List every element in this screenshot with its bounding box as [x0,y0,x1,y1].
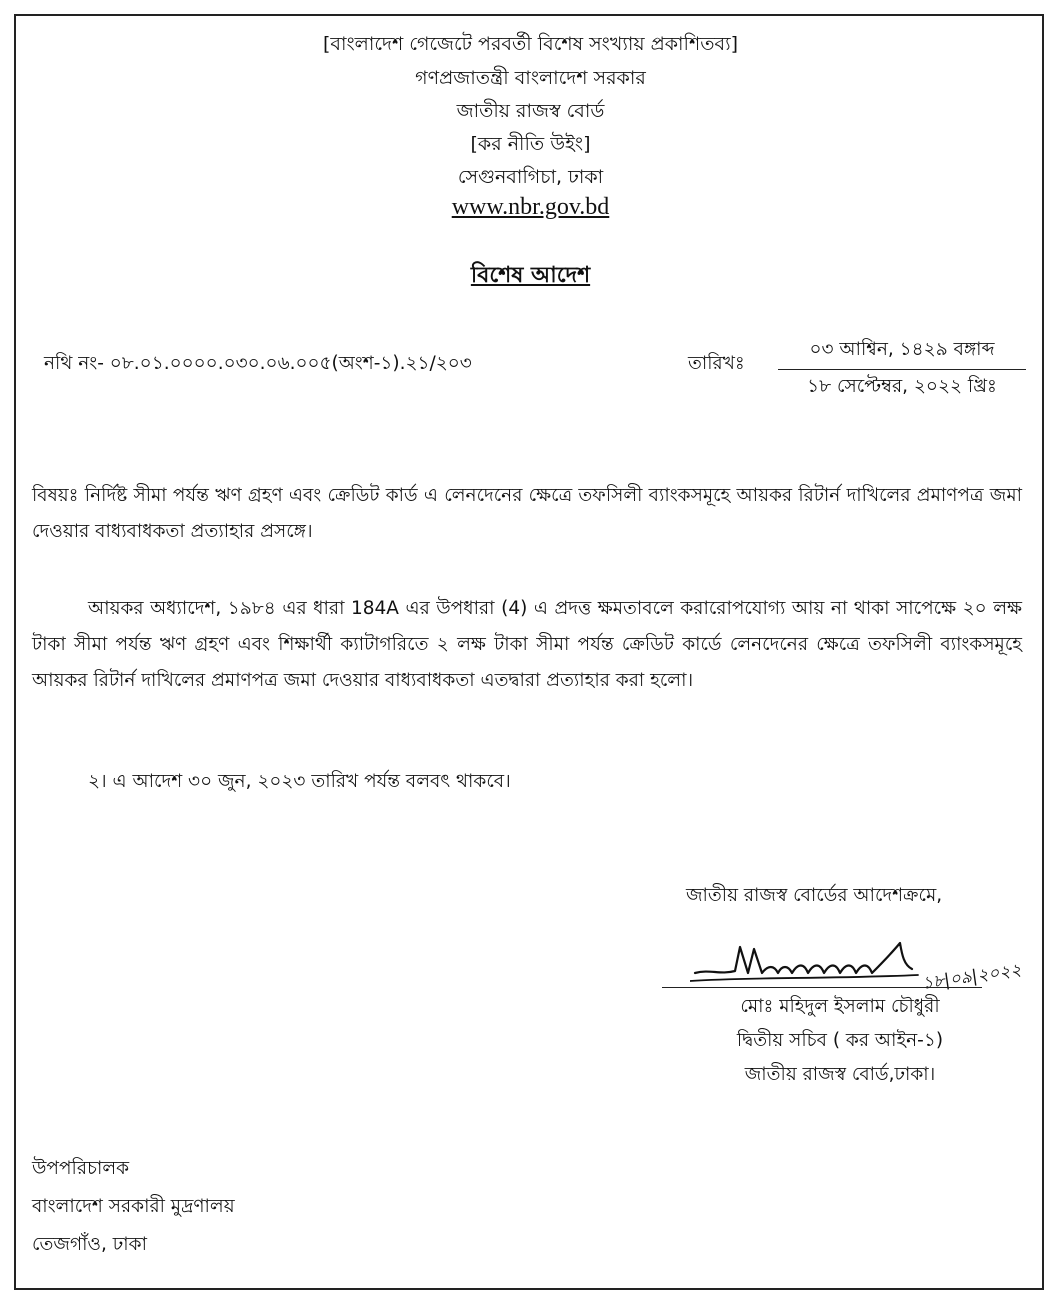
government-name: গণপ্রজাতন্ত্রী বাংলাদেশ সরকার [415,67,646,89]
date-bangla: ০৩ আশ্বিন, ১৪২৯ বঙ্গাব্দ [809,339,995,360]
recipient-line-1: উপপরিচালক [32,1158,130,1179]
recipient-line-2: বাংলাদেশ সরকারী মুদ্রণালয় [32,1196,235,1217]
signature-line [662,987,982,988]
date-label: তারিখঃ [688,353,745,374]
signature-mark [690,935,920,990]
gazette-note: [বাংলাদেশ গেজেটে পরবর্তী বিশেষ সংখ্যায় প্রকাশিতব্য] [323,33,738,55]
recipient-line-3: তেজগাঁও, ঢাকা [32,1234,147,1255]
order-paragraph-1: আয়কর অধ্যাদেশ, ১৯৮৪ এর ধারা 184A এর উপধারা (4) এ প্রদত্ত ক্ষমতাবলে করারোপযোগ্য আয় না থাকা সাপেক্ষে ২০ লক্ষ টাকা সীমা পর্যন্ত ঋণ গ্রহণ এবং শিক্ষার্থী ক্যাটাগরিতে ২ লক্ষ টাকা সীমা পর্যন্ত ক্রেডিট কার্ডে লেনদেনের ক্ষেত্রে তফসিলী ব্যাংকসমূহে আয়কর রিটার্ন দাখিলের প্রমাণপত্র জমা দেওয়ার বাধ্যবাধকতা এতদ্বারা প্রত্যাহার করা হলো। [32,598,1022,691]
office-location: সেগুনবাগিচা, ঢাকা [457,166,604,188]
subject-text: বিষয়ঃ নির্দিষ্ট সীমা পর্যন্ত ঋণ গ্রহণ এবং ক্রেডিট কার্ড এ লেনদেনের ক্ষেত্রে তফসিলী ব্যাংকসমূহে আয়কর রিটার্ন দাখিলের প্রমাণপত্র জমা দেওয়ার বাধ্যবাধকতা প্রত্যাহার প্রসঙ্গে। [32,485,1022,542]
website-link[interactable]: www.nbr.gov.bd [451,194,610,220]
signature-date: ১৮|০৯|২০২২ [920,960,1023,994]
file-number: নথি নং- ০৮.০১.০০০০.০৩০.০৬.০০৫(অংশ-১).২১/২০৩ [44,353,472,374]
signatory-name: মোঃ মহিদুল ইসলাম চৌধুরী [740,996,940,1017]
date-english: ১৮ সেপ্টেম্বর, ২০২২ খ্রিঃ [807,376,997,397]
page-title: বিশেষ আদেশ [470,263,591,288]
order-paragraph-2: ২। এ আদেশ ৩০ জুন, ২০২৩ তারিখ পর্যন্ত বলবৎ থাকবে। [88,771,511,792]
wing-name: [কর নীতি উইং] [470,133,591,155]
signatory-office: জাতীয় রাজস্ব বোর্ড,ঢাকা। [744,1064,936,1085]
order-by-line: জাতীয় রাজস্ব বোর্ডের আদেশক্রমে, [686,885,943,906]
board-name: জাতীয় রাজস্ব বোর্ড [456,100,605,122]
signatory-designation: দ্বিতীয় সচিব ( কর আইন-১) [736,1030,944,1051]
